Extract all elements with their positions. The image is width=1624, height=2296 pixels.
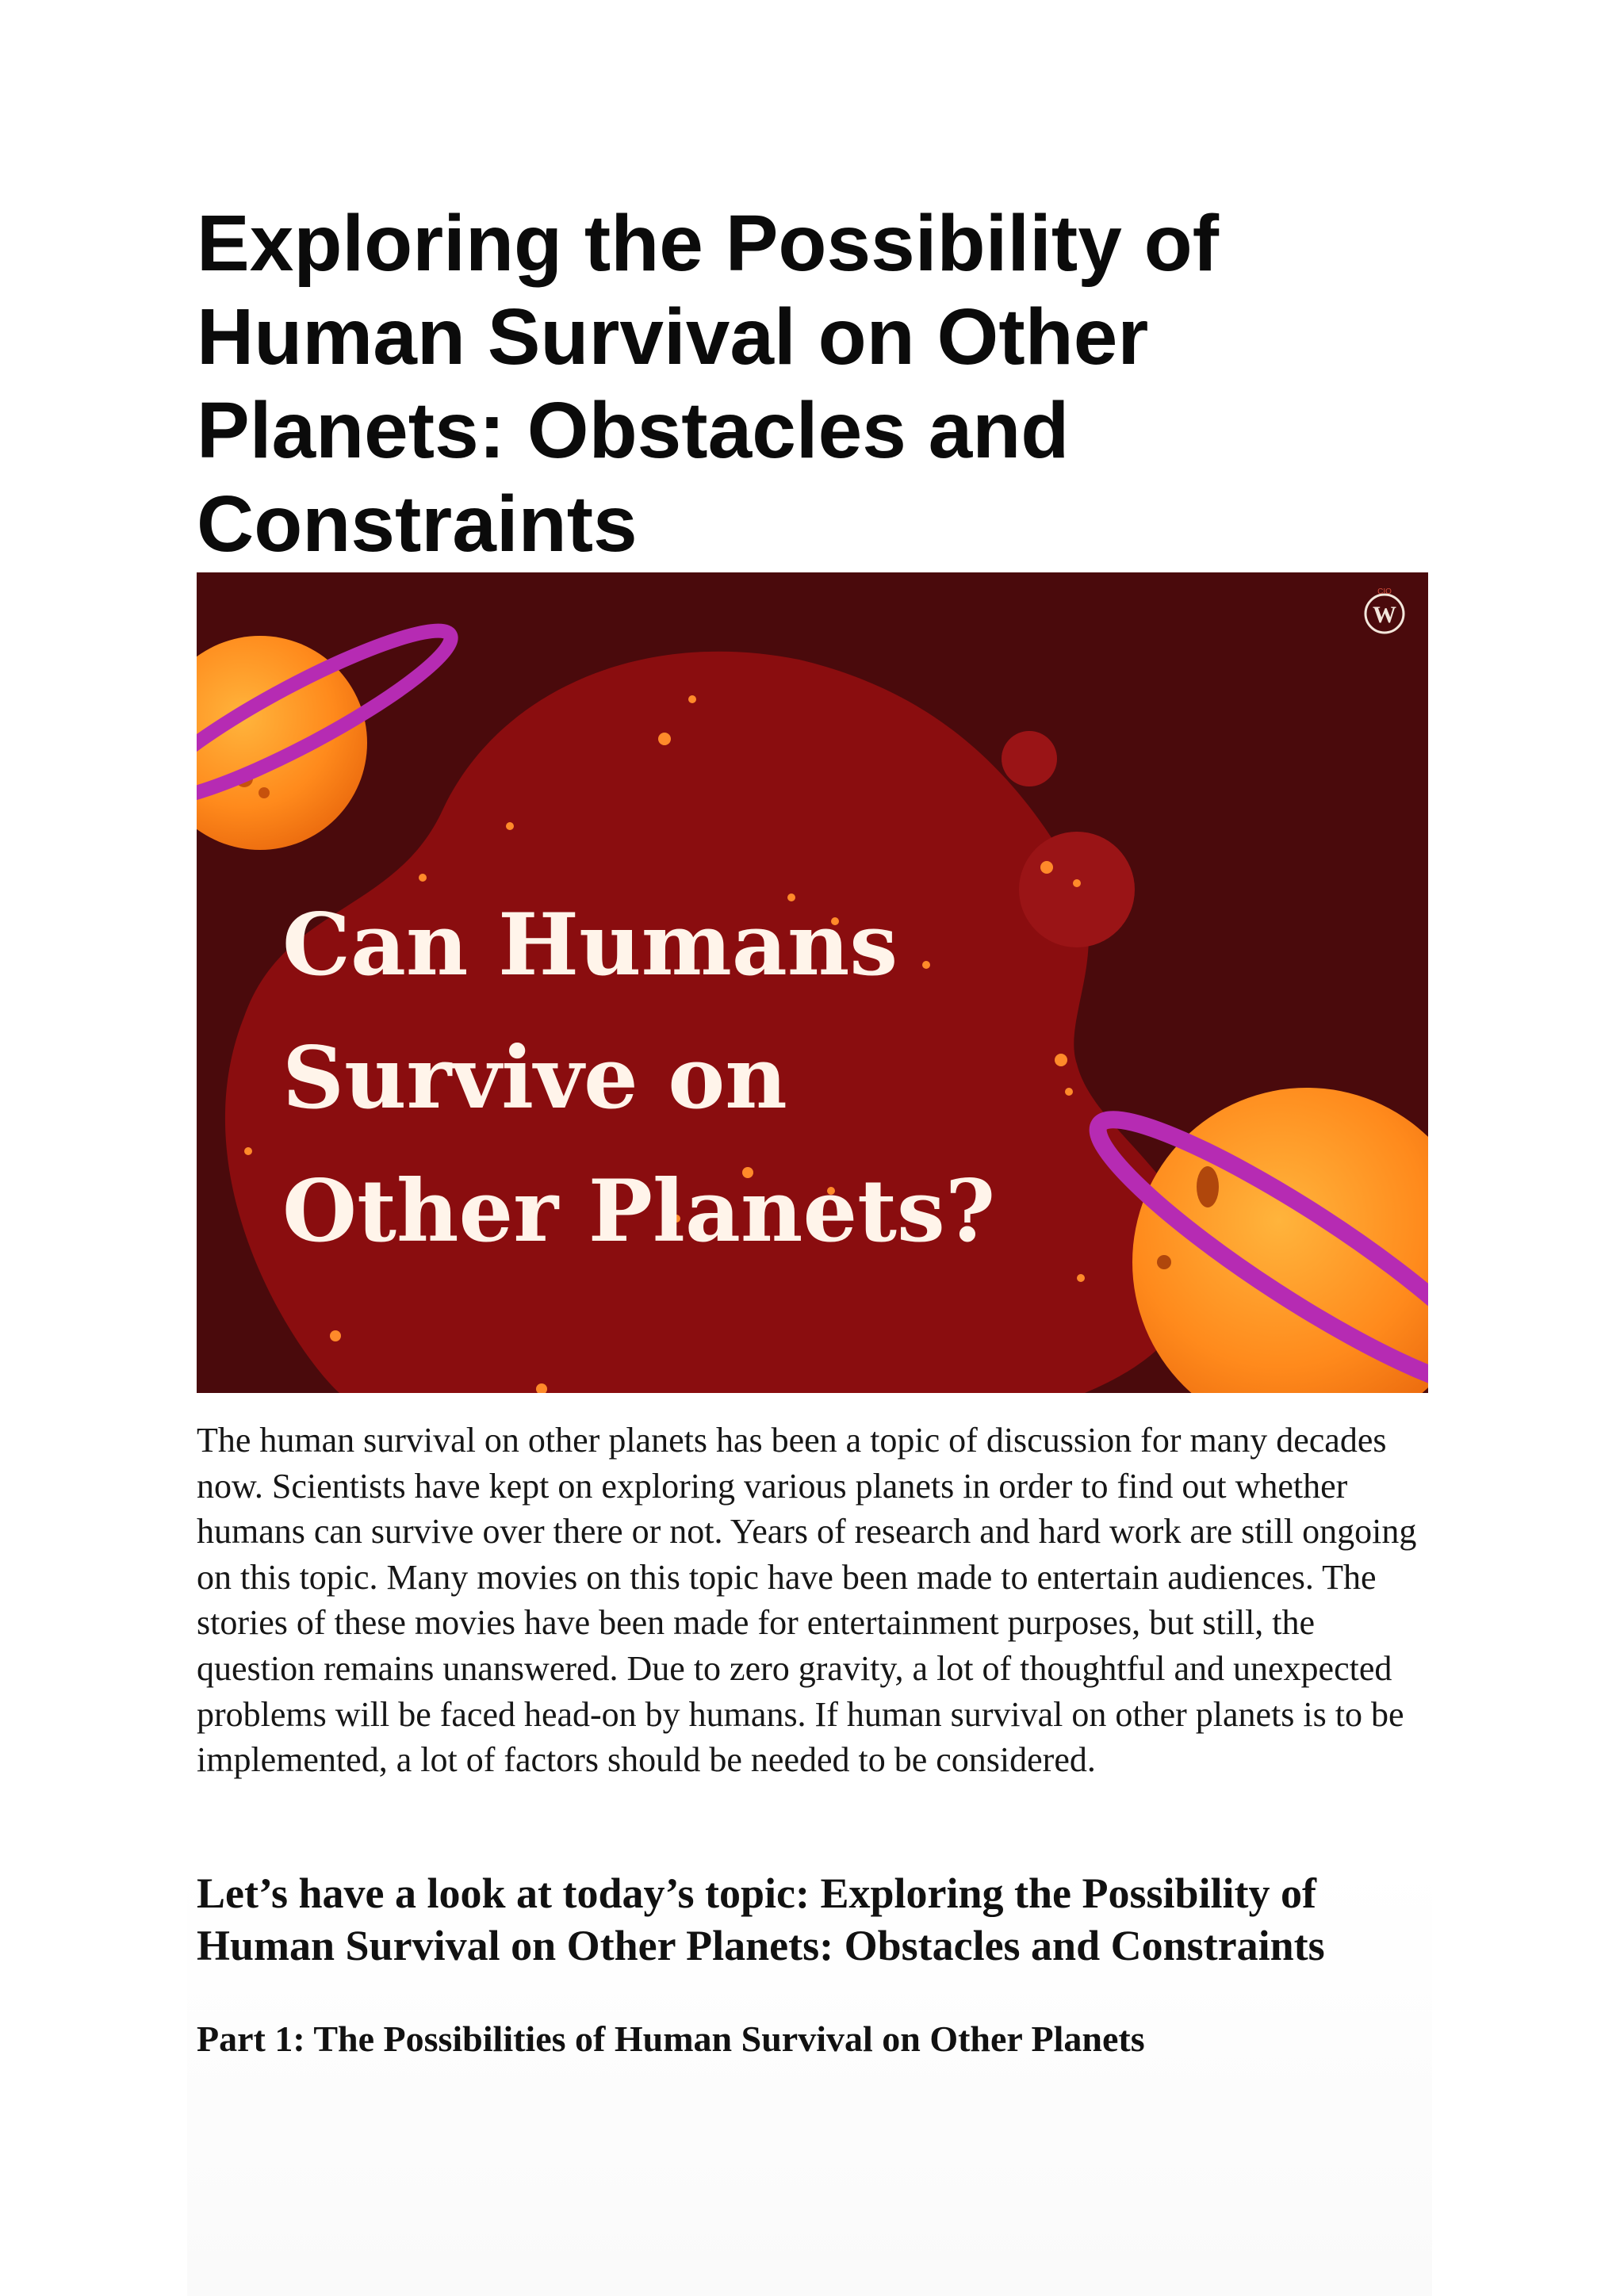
small-moon [1002, 731, 1057, 786]
part-heading: Part 1: The Possibilities of Human Survival on Other Planets [197, 2019, 1145, 2059]
hero-headline-line-1: Can Humans [282, 895, 898, 995]
article-title: Exploring the Possibility of Human Survival on Other Planets: Obstacles and Constraints [197, 199, 1220, 568]
medium-moon [1019, 832, 1135, 947]
section-heading: Let’s have a look at today’s topic: Exploring the Possibility of Human Survival on Other Planets: Obstacles and Constraints [197, 1869, 1325, 1969]
logo-small-text: CIO [1377, 587, 1392, 596]
logo-letter: W [1373, 602, 1396, 628]
intro-paragraph: The human survival on other planets has been a topic of discussion for many decades now. Scientists have kept on exploring various planets in order to find out whether humans can survive over there or not. Years of research and hard work are still ongoing on this topic. Many movies on this topic have been made to entertain audiences. The stories of these movies have been made for entertainment purposes, but still, the question remains unanswered. Due to zero gravity, a lot of thoughtful and unexpected problems will be faced head-on by humans. If human survival on other planets is to be implemented, a lot of factors should be needed to be considered. [197, 1421, 1417, 1780]
hero-headline-line-3: Other Planets? [282, 1161, 996, 1261]
hero-headline-line-2: Survive on [282, 1028, 787, 1128]
hero-image [197, 572, 1428, 1393]
